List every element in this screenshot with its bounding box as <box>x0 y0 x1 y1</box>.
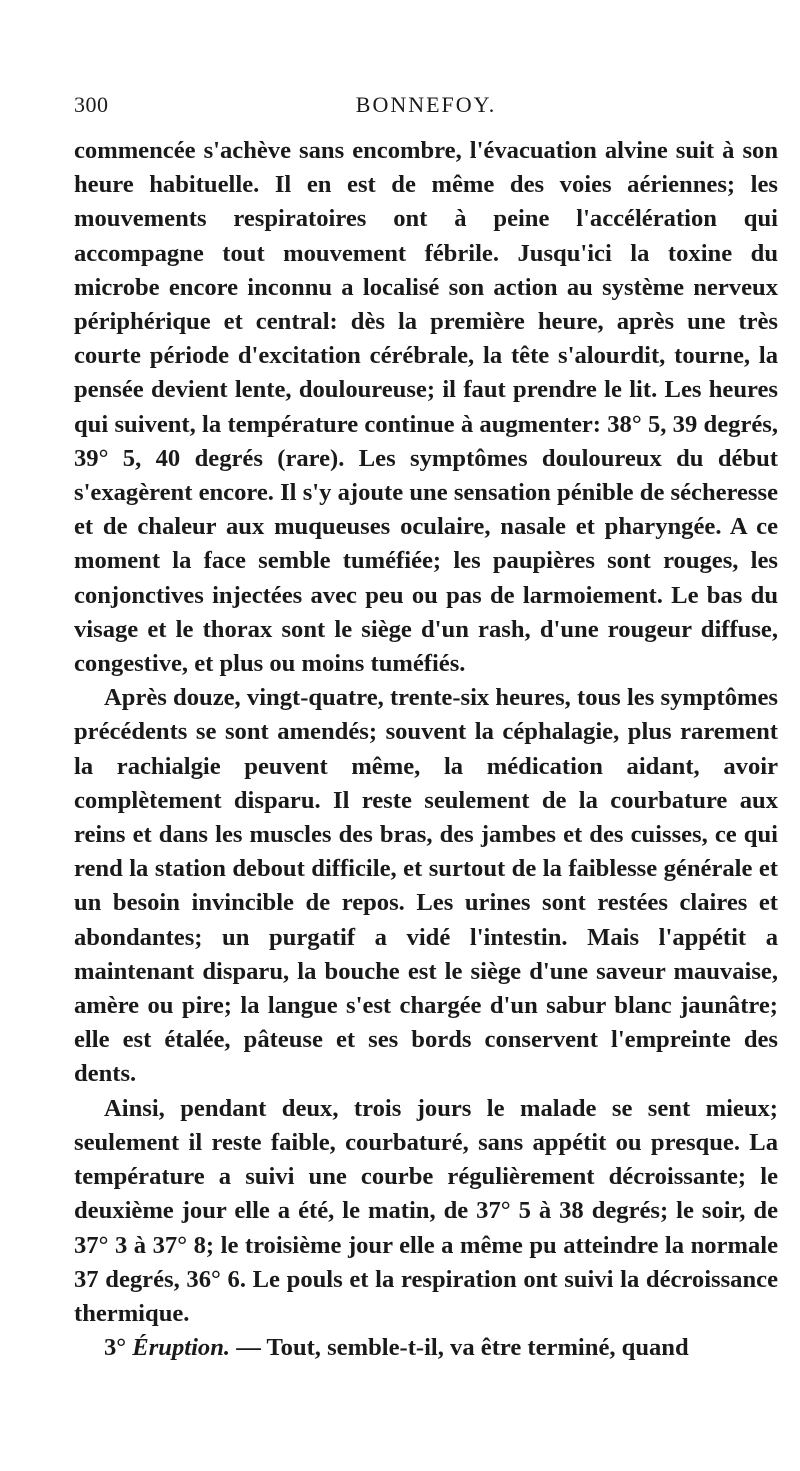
paragraph-after-twelve-hours: Après douze, vingt-quatre, trente-six heures, tous les symptômes précédents se sont amendés; souvent la céphalagie, plus rarement la rachialgie peuvent même, la médication aidant, avoir complètement disparu. Il reste seulement de la courbature aux reins et dans les muscles des bras, des jambes et des cuisses, ce qui rend la station debout difficile, et surtout de la faiblesse générale et un besoin invincible de repos. Les urines sont restées claires et abondantes; un purgatif a vidé l'intestin. Mais l'appétit a maintenant disparu, la bouche est le siège d'une saveur mauvaise, amère ou pire; la langue s'est chargée d'un sabur blanc jaunâtre; elle est étalée, pâteuse et ses bords conservent l'empreinte des dents. <box>74 684 778 1088</box>
running-head <box>74 92 778 122</box>
section-title: Éruption. <box>132 1334 231 1362</box>
section-lead-text: — Tout, semble-t-il, va être terminé, quand <box>236 1334 689 1362</box>
paragraph-two-three-days: Ainsi, pendant deux, trois jours le malade se sent mieux; seulement il reste faible, courbaturé, sans appétit ou presque. La température a suivi une courbe régulièrement décroissante; le deuxième jour elle a été, le matin, de 37° 5 à 38 degrés; le soir, de 37° 3 à 37° 8; le troisième jour elle a même pu atteindre la normale 37 degrés, 36° 6. Le pouls et la respiration ont suivi la décroissance thermique. <box>74 1094 778 1327</box>
section-number: 3° <box>104 1334 127 1362</box>
section-heading-line <box>74 1331 778 1365</box>
page-number: 300 <box>74 92 109 117</box>
running-title: BONNEFOY. <box>355 92 497 117</box>
paragraph-continuation: commencée s'achève sans encombre, l'évacuation alvine suit à son heure habituelle. Il en est de même des voies aériennes; les mouvements respiratoires ont à peine l'accélération qui accompagne tout mouvement fébrile. Jusqu'ici la toxine du microbe encore inconnu a localisé son action au système nerveux périphérique et central: dès la première heure, après une très courte période d'excitation cérébrale, la tête s'alourdit, tourne, la pensée devient lente, douloureuse; il faut prendre le lit. Les heures qui suivent, la température continue à augmenter: 38° 5, 39 degrés, 39° 5, 40 degrés (rare). Les symptômes douloureux du début s'exagèrent encore. Il s'y ajoute une sensation pénible de sécheresse et de chaleur aux muqueuses oculaire, nasale et pharyngée. A ce moment la face semble tuméfiée; les paupières sont rouges, les conjonctives injectées avec peu ou pas de larmoiement. Le bas du visage et le thorax sont le siège d'un rash, d'une rougeur diffuse, congestive, et plus ou moins tuméfiés. <box>74 137 778 678</box>
body-text <box>74 134 778 1365</box>
